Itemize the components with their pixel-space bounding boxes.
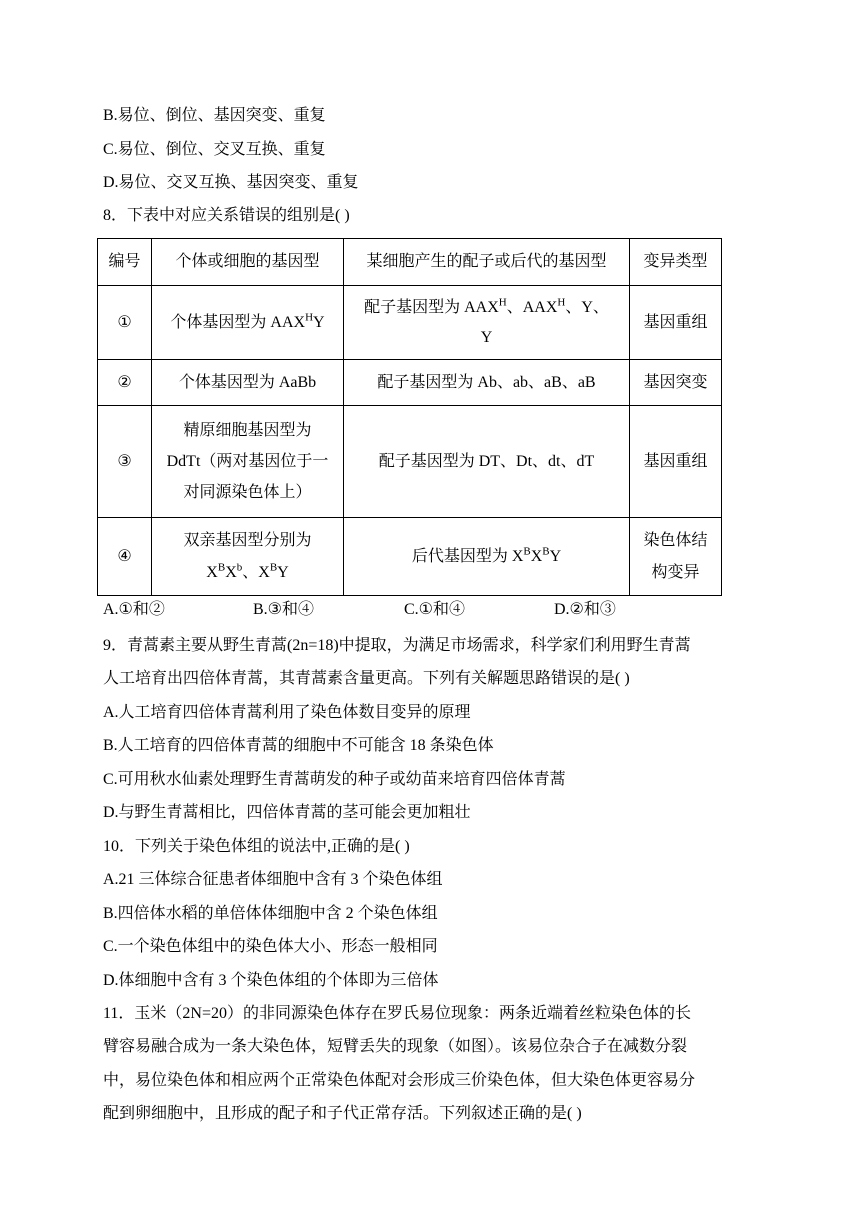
q7-option-b: B.易位、倒位、基因突变、重复: [103, 107, 326, 124]
q9-stem-line1: 9．青蒿素主要从野生青蒿(2n=18)中提取，为满足市场需求，科学家们利用野生青蒿: [103, 637, 691, 654]
row2-type: 基因突变: [630, 360, 722, 406]
row1-genotype: 个体基因型为 $AAX^HY$: [152, 286, 344, 360]
q9-stem-line2: 人工培育出四倍体青蒿，其青蒿素含量更高。下列有关解题思路错误的是( ): [103, 670, 630, 687]
row2-number: ②: [98, 360, 152, 406]
q10-option-b: B.四倍体水稻的单倍体体细胞中含 2 个染色体组: [103, 905, 438, 922]
q9-option-d: D.与野生青蒿相比，四倍体青蒿的茎可能会更加粗壮: [103, 804, 471, 821]
header-genotype: 个体或细胞的基因型: [152, 239, 344, 286]
q10-stem: 10．下列关于染色体组的说法中,正确的是( ): [103, 838, 410, 855]
table-row: [98, 518, 722, 596]
row4-offspring: 后代基因型为 $X^BX^BY$: [344, 518, 630, 596]
row4-genotype: 双亲基因型分别为 $X^BX^b$、$X^BY$: [152, 518, 344, 596]
header-offspring: 某细胞产生的配子或后代的基因型: [344, 239, 630, 286]
row2-gametes: 配子基因型为 Ab、ab、aB、aB: [344, 360, 630, 406]
table-header-row: [98, 239, 722, 286]
row4-number: ④: [98, 518, 152, 596]
q9-option-a: A.人工培育四倍体青蒿利用了染色体数目变异的原理: [103, 704, 471, 721]
q8-choice-d: D.②和③: [554, 601, 616, 618]
q8-choice-b: B.③和④: [253, 601, 315, 618]
q11-stem-line2: 臂容易融合成为一条大染色体，短臂丢失的现象（如图）。该易位杂合子在减数分裂: [103, 1038, 688, 1055]
q8-choice-c: C.①和④: [404, 601, 466, 618]
q9-option-b: B.人工培育的四倍体青蒿的细胞中不可能含 18 条染色体: [103, 737, 494, 754]
row3-number: ③: [98, 406, 152, 518]
q9-option-c: C.可用秋水仙素处理野生青蒿萌发的种子或幼苗来培育四倍体青蒿: [103, 771, 566, 788]
row1-type: 基因重组: [630, 286, 722, 360]
table-row: [98, 286, 722, 360]
q7-option-c: C.易位、倒位、交叉互换、重复: [103, 141, 326, 158]
row1-gametes: 配子基因型为 $AAX^H$、$AAX^H$、Y、 Y: [344, 286, 630, 360]
q8-stem: 8．下表中对应关系错误的组别是( ): [103, 207, 350, 224]
q8-choices: [103, 600, 663, 622]
q8-table: [97, 238, 722, 596]
q7-option-d: D.易位、交叉互换、基因突变、重复: [103, 174, 359, 191]
q11-stem-line1: 11．玉米（2N=20）的非同源染色体存在罗氏易位现象：两条近端着丝粒染色体的长: [103, 1005, 691, 1022]
header-variation-type: 变异类型: [630, 239, 722, 286]
q10-option-c: C.一个染色体组中的染色体大小、形态一般相同: [103, 938, 438, 955]
header-number: 编号: [98, 239, 152, 286]
row4-type: 染色体结 构变异: [630, 518, 722, 596]
row3-type: 基因重组: [630, 406, 722, 518]
row1-number: ①: [98, 286, 152, 360]
row2-genotype: 个体基因型为 AaBb: [152, 360, 344, 406]
row3-gametes: 配子基因型为 DT、Dt、dt、dT: [344, 406, 630, 518]
q8-choice-a: A.①和②: [103, 601, 165, 618]
table-row: [98, 360, 722, 406]
q11-stem-line3: 中，易位染色体和相应两个正常染色体配对会形成三价染色体，但大染色体更容易分: [103, 1072, 696, 1089]
q11-stem-line4: 配到卵细胞中，且形成的配子和子代正常存活。下列叙述正确的是( ): [103, 1105, 582, 1122]
q10-option-d: D.体细胞中含有 3 个染色体组的个体即为三倍体: [103, 972, 439, 989]
table-row: [98, 406, 722, 518]
q10-option-a: A.21 三体综合征患者体细胞中含有 3 个染色体组: [103, 871, 443, 888]
row3-genotype: 精原细胞基因型为 DdTt（两对基因位于一 对同源染色体上）: [152, 406, 344, 518]
